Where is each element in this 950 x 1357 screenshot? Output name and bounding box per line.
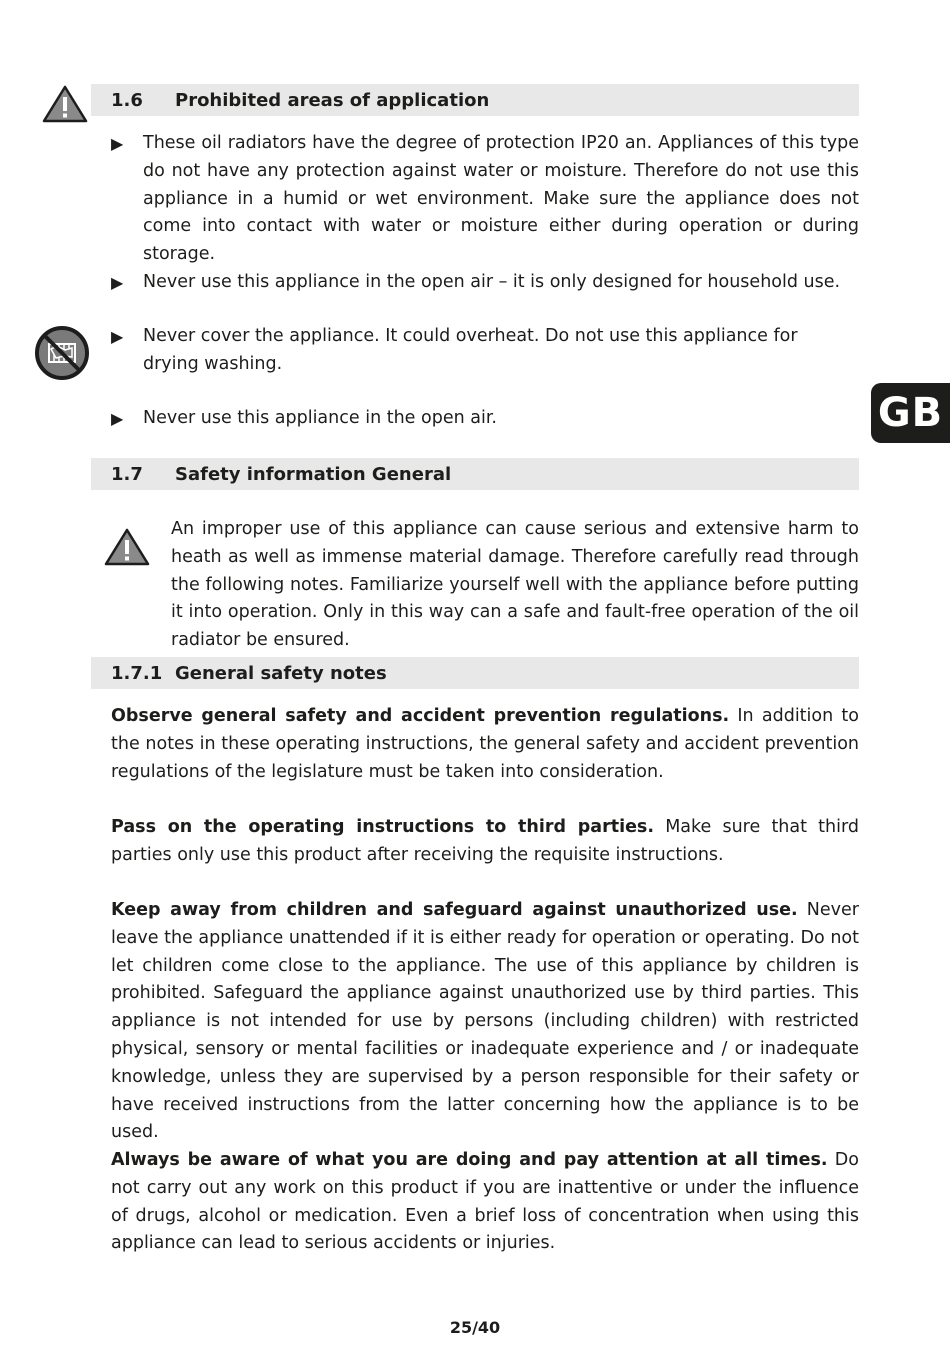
safety-note (111, 897, 859, 1147)
section-heading-1-6 (91, 84, 859, 116)
section-number: 1.7.1 (111, 662, 163, 684)
section-heading-1-7-1 (91, 657, 859, 689)
list-item (111, 405, 859, 433)
page-number: 25/40 (449, 1318, 501, 1337)
bullet-arrow-icon: ▶ (111, 273, 124, 292)
list-item (111, 269, 859, 297)
safety-note (111, 814, 859, 870)
section-title: General safety notes (175, 662, 387, 684)
bullet-arrow-icon: ▶ (111, 327, 124, 346)
list-item (111, 323, 859, 379)
section-title: Prohibited areas of application (175, 89, 490, 111)
note-lead: Pass on the operating instructions to third parties. (111, 817, 654, 837)
section-number: 1.6 (111, 89, 143, 111)
language-tab: GB (871, 383, 950, 443)
note-text: Never leave the appliance unattended if it is either ready for operation or operating. Do not let children come close to the appliance. The use of this appliance by children is prohibited. Safeguard the appliance against unauthorized use by third parties. This appliance is not intended for use by persons (including children) with restricted physical, sensory or mental facilities or inadequate experience and / or inadequate knowledge, unless they are supervised by a person responsible for their safety or have received instructions from the latter concerning how the appliance is to be used. (111, 900, 859, 1143)
safety-note (111, 1147, 859, 1258)
bullet-arrow-icon: ▶ (111, 134, 124, 153)
bullet-text: Never cover the appliance. It could overheat. Do not use this appliance for drying washing. (143, 326, 798, 374)
list-item (111, 130, 859, 269)
warning-triangle-icon (103, 527, 151, 567)
general-warning-text: An improper use of this appliance can cause serious and extensive harm to heath as well as immense material damage. Therefore carefully read through the following notes. Familiarize yourself well with the appliance before putting it into operation. Only in this way can a safe and fault-free operation of the oil radiator be ensured. (171, 519, 859, 651)
do-not-cover-icon (34, 325, 90, 381)
section-title: Safety information General (175, 463, 452, 485)
bullet-text: Never use this appliance in the open air. (143, 408, 497, 428)
note-lead: Always be aware of what you are doing and pay attention at all times. (111, 1150, 828, 1170)
note-text: Do not carry out any work on this product if you are inattentive or under the influence of drugs, alcohol or medication. Even a brief loss of concentration when using this appliance can lead to serious accidents or injuries. (111, 1150, 859, 1254)
bullet-text: Never use this appliance in the open air – it is only designed for household use. (143, 272, 841, 292)
safety-note (111, 703, 859, 786)
section-number: 1.7 (111, 463, 143, 485)
warning-triangle-icon (41, 84, 89, 124)
bullet-arrow-icon: ▶ (111, 409, 124, 428)
note-lead: Observe general safety and accident prevention regulations. (111, 706, 730, 726)
bullet-text: These oil radiators have the degree of protection IP20 an. Appliances of this type do not have any protection against water or moisture. Therefore do not use this appliance in a humid or wet environment. Make sure the appliance does not come into contact with water or moisture either during operation or during storage. (143, 133, 859, 265)
note-text: Make sure that third parties only use this product after receiving the requisite instructions. (111, 817, 859, 865)
note-lead: Keep away from children and safeguard against unauthorized use. (111, 900, 798, 920)
section-heading-1-7 (91, 458, 859, 490)
note-text: In addition to the notes in these operating instructions, the general safety and accident prevention regulations of the legislature must be taken into consideration. (111, 706, 860, 782)
